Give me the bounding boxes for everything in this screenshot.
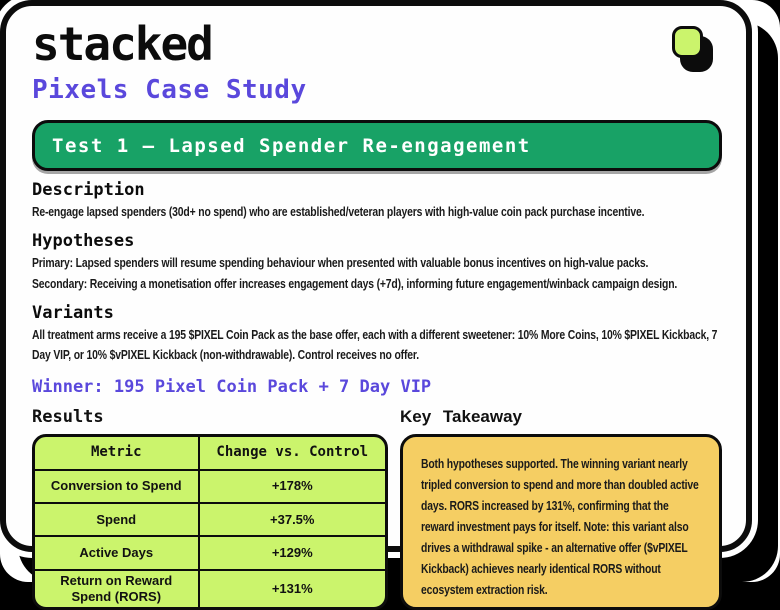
table-row	[35, 469, 385, 502]
brand-logo: stacked	[32, 17, 212, 71]
page-title: Pixels Case Study	[32, 75, 307, 106]
value-cell: +131%	[271, 580, 313, 596]
variants-text: All treatment arms receive a 195 $PIXEL Coin Pack as the base offer, each with a different sweetener: 10% More Coins, 10% $PIXEL Kickback, 7 Day VIP, or 10% $vPIXEL Kickback (non-withdrawable). Control receives no offer.	[32, 326, 718, 362]
metric-cell: Conversion to Spend	[35, 471, 200, 502]
key-takeaway-text: Both hypotheses supported. The winning variant nearly tripled conversion to spend and more than doubled active days. RORS increased by 131%, confirming that the reward investment pays for itself. Note: this variant also drives a withdrawal spike - an alternative offer ($vPIXEL Kickback) achieves nearly identical RORS without ecosystem extraction risk.	[421, 456, 699, 598]
takeaway-column	[400, 407, 722, 610]
table-row	[35, 569, 385, 608]
table-header-row	[35, 437, 385, 469]
test-banner	[32, 120, 722, 171]
hypotheses-heading: Hypotheses	[32, 231, 135, 252]
results-takeaway-columns	[32, 407, 722, 610]
hypothesis-secondary-text: Secondary: Receiving a monetisation offer increases engagement days (+7d), informing future engagement/winback campaign design.	[32, 275, 678, 291]
winner-text: Winner: 195 Pixel Coin Pack + 7 Day VIP	[32, 377, 432, 397]
chip-lime-shape	[672, 26, 703, 58]
table-row	[35, 502, 385, 535]
table-header-change: Change vs. Control	[216, 444, 369, 461]
table-row	[35, 535, 385, 568]
value-cell: +178%	[271, 478, 313, 494]
test-banner-title: Test 1 — Lapsed Spender Re-engagement	[52, 134, 531, 157]
stacked-chip-icon	[672, 26, 714, 74]
variants-heading: Variants	[32, 302, 114, 323]
description-text: Re-engage lapsed spenders (30d+ no spend) who are established/veteran players with high-value coin pack purchase incentive.	[32, 204, 645, 220]
metric-cell: Spend	[35, 504, 200, 535]
results-table	[32, 434, 388, 610]
results-heading: Results	[32, 407, 104, 427]
hypothesis-primary-text: Primary: Lapsed spenders will resume spending behaviour when presented with valuable bonus incentives on high-value packs.	[32, 255, 649, 271]
results-column	[32, 407, 388, 610]
description-heading: Description	[32, 180, 145, 201]
metric-cell: Active Days	[35, 537, 200, 568]
metric-cell: Return on Reward Spend (RORS)	[35, 571, 200, 608]
key-takeaway-box	[400, 434, 722, 610]
value-cell: +37.5%	[270, 511, 315, 527]
value-cell: +129%	[271, 544, 313, 560]
key-takeaway-heading: Key Takeaway	[400, 407, 522, 426]
table-header-metric: Metric	[35, 437, 200, 469]
